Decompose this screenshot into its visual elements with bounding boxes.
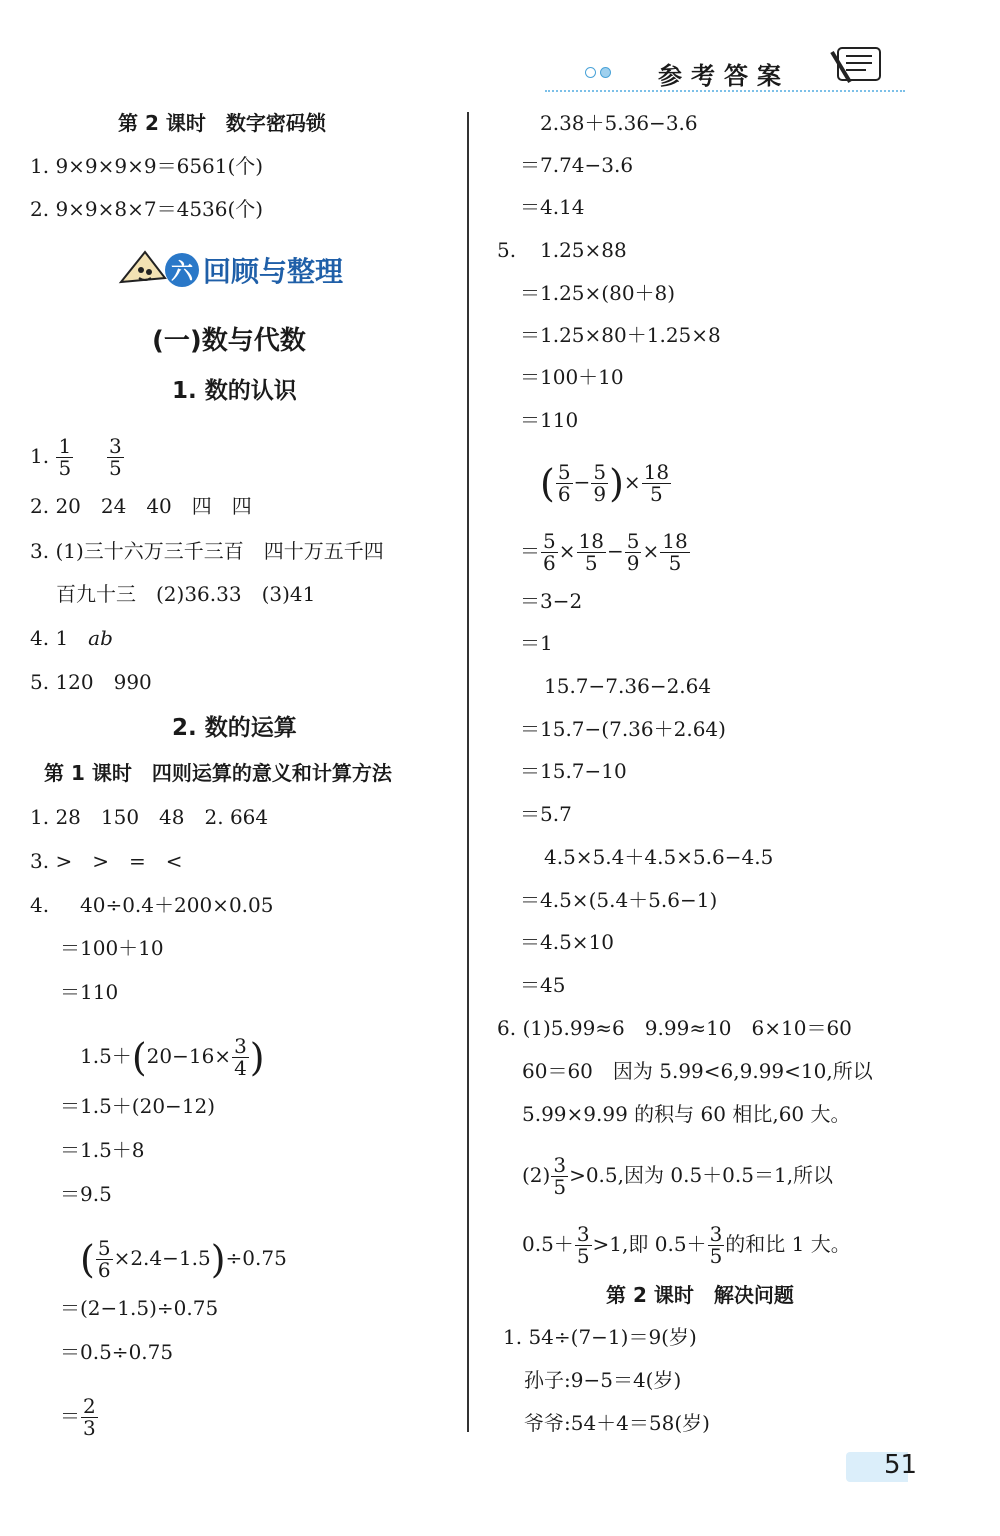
answer-line: 0.5＋ $\frac{3}{5}$ >1,即 0.5＋ $\frac{3}{5}$ 的和比 1 大。 xyxy=(522,1222,851,1268)
answer-line: 1. 54÷(7−1)＝9(岁) xyxy=(503,1325,697,1349)
answer-line: 孙子:9−5＝4(岁) xyxy=(524,1368,682,1392)
header-title: 参考答案 xyxy=(658,62,790,90)
lesson-title: 第 1 课时 四则运算的意义和计算方法 xyxy=(44,761,392,785)
answer-line: 爷爷:54＋4＝58(岁) xyxy=(524,1411,710,1435)
header-dots xyxy=(585,67,611,78)
answer-line: 2. 20 24 40 四 四 xyxy=(30,494,252,518)
answer-line: ＝1.5＋(20−12) xyxy=(60,1094,216,1118)
answer-line: 2. 9×9×8×7＝4536(个) xyxy=(30,197,264,221)
answer-line: ＝4.5×10 xyxy=(520,930,615,954)
answer-line: ＝0.5÷0.75 xyxy=(60,1340,174,1364)
answer-line: ＝5.7 xyxy=(520,802,572,826)
answer-line: 1. 9×9×9×9＝6561(个) xyxy=(30,154,264,178)
answer-line: 3. > > = < xyxy=(30,849,183,873)
answer-line: ＝1.25×80＋1.25×8 xyxy=(520,323,721,347)
answer-line: 1. $\frac{1}{5}$ $\frac{3}{5}$ xyxy=(30,434,122,480)
answer-line: 3. (1)三十六万三千三百 四十万五千四 xyxy=(30,539,384,563)
answer-line: 4. xyxy=(30,893,50,917)
answer-line: 1.5＋(20−16× $\frac{3}{4}$ ) xyxy=(80,1034,265,1080)
page-number: 51 xyxy=(884,1450,918,1480)
answer-line: (2) $\frac{3}{5}$ >0.5,因为 0.5＋0.5＝1,所以 xyxy=(522,1153,834,1199)
answer-line: 5.99×9.99 的积与 60 相比,60 大。 xyxy=(522,1102,851,1126)
answer-line: ＝3−2 xyxy=(520,589,583,613)
unit-number: 六 xyxy=(165,253,199,287)
answer-line: 6. (1)5.99≈6 9.99≈10 6×10＝60 xyxy=(497,1016,852,1040)
answer-line: 5. xyxy=(497,238,517,262)
column-divider xyxy=(467,112,469,1432)
subsection-heading: 2. 数的运算 xyxy=(172,715,297,741)
answer-line: ＝110 xyxy=(60,980,119,1004)
header-dot xyxy=(585,67,596,78)
answer-line: ＝45 xyxy=(520,973,566,997)
answer-line: 60＝60 因为 5.99<6,9.99<10,所以 xyxy=(522,1059,873,1083)
section-heading: (一)数与代数 xyxy=(152,326,306,356)
answer-line: ＝1.25×(80＋8) xyxy=(520,281,676,305)
answer-line: 4. 1 ab xyxy=(30,626,113,650)
answer-line: 2.38＋5.36−3.6 xyxy=(540,111,698,135)
mascot-icon xyxy=(115,248,171,292)
answer-line: ＝4.14 xyxy=(520,195,585,219)
answer-line: 百九十三 (2)36.33 (3)41 xyxy=(56,582,316,606)
answer-line: 5. 120 990 xyxy=(30,670,152,694)
header-rule xyxy=(545,90,905,92)
answer-line: 4.5×5.4＋4.5×5.6−4.5 xyxy=(544,845,774,869)
answer-line: ＝100＋10 xyxy=(520,365,624,389)
answer-line: ＝4.5×(5.4＋5.6−1) xyxy=(520,888,718,912)
answer-line: 1. 28 150 48 2. 664 xyxy=(30,805,269,829)
answer-line: ( $\frac{5}{6}$ ×2.4−1.5)÷0.75 xyxy=(80,1236,287,1282)
answer-line: 1.25×88 xyxy=(540,238,627,262)
answer-line: 40÷0.4＋200×0.05 xyxy=(80,893,274,917)
answer-line: ＝110 xyxy=(520,408,579,432)
answer-line: ＝1.5＋8 xyxy=(60,1138,145,1162)
answer-line: ＝7.74−3.6 xyxy=(520,153,634,177)
unit-badge xyxy=(115,248,343,292)
answer-line: ＝100＋10 xyxy=(60,936,164,960)
header-dot xyxy=(600,67,611,78)
scroll-pencil-icon xyxy=(826,42,890,88)
answer-line: ＝ $\frac{2}{3}$ xyxy=(60,1394,96,1440)
answer-line: ( $\frac{5}{6}$ − $\frac{5}{9}$ )× $\frac{18}{5}$ xyxy=(540,460,670,506)
subsection-heading: 1. 数的认识 xyxy=(172,378,297,404)
answer-line: ＝15.7−10 xyxy=(520,759,627,783)
answer-line: ＝(2−1.5)÷0.75 xyxy=(60,1296,219,1320)
lesson-title: 第 2 课时 解决问题 xyxy=(606,1283,794,1307)
unit-title: 回顾与整理 xyxy=(203,255,344,288)
answer-line: ＝15.7−(7.36＋2.64) xyxy=(520,717,726,741)
answer-line: ＝9.5 xyxy=(60,1182,112,1206)
answer-line: ＝ $\frac{5}{6}$ × $\frac{18}{5}$ − $\frac{5}{9}$ × $\frac{18}{5}$ xyxy=(520,529,688,575)
lesson-title: 第 2 课时 数字密码锁 xyxy=(118,111,326,135)
answer-line: 15.7−7.36−2.64 xyxy=(544,674,712,698)
answer-line: ＝1 xyxy=(520,631,553,655)
